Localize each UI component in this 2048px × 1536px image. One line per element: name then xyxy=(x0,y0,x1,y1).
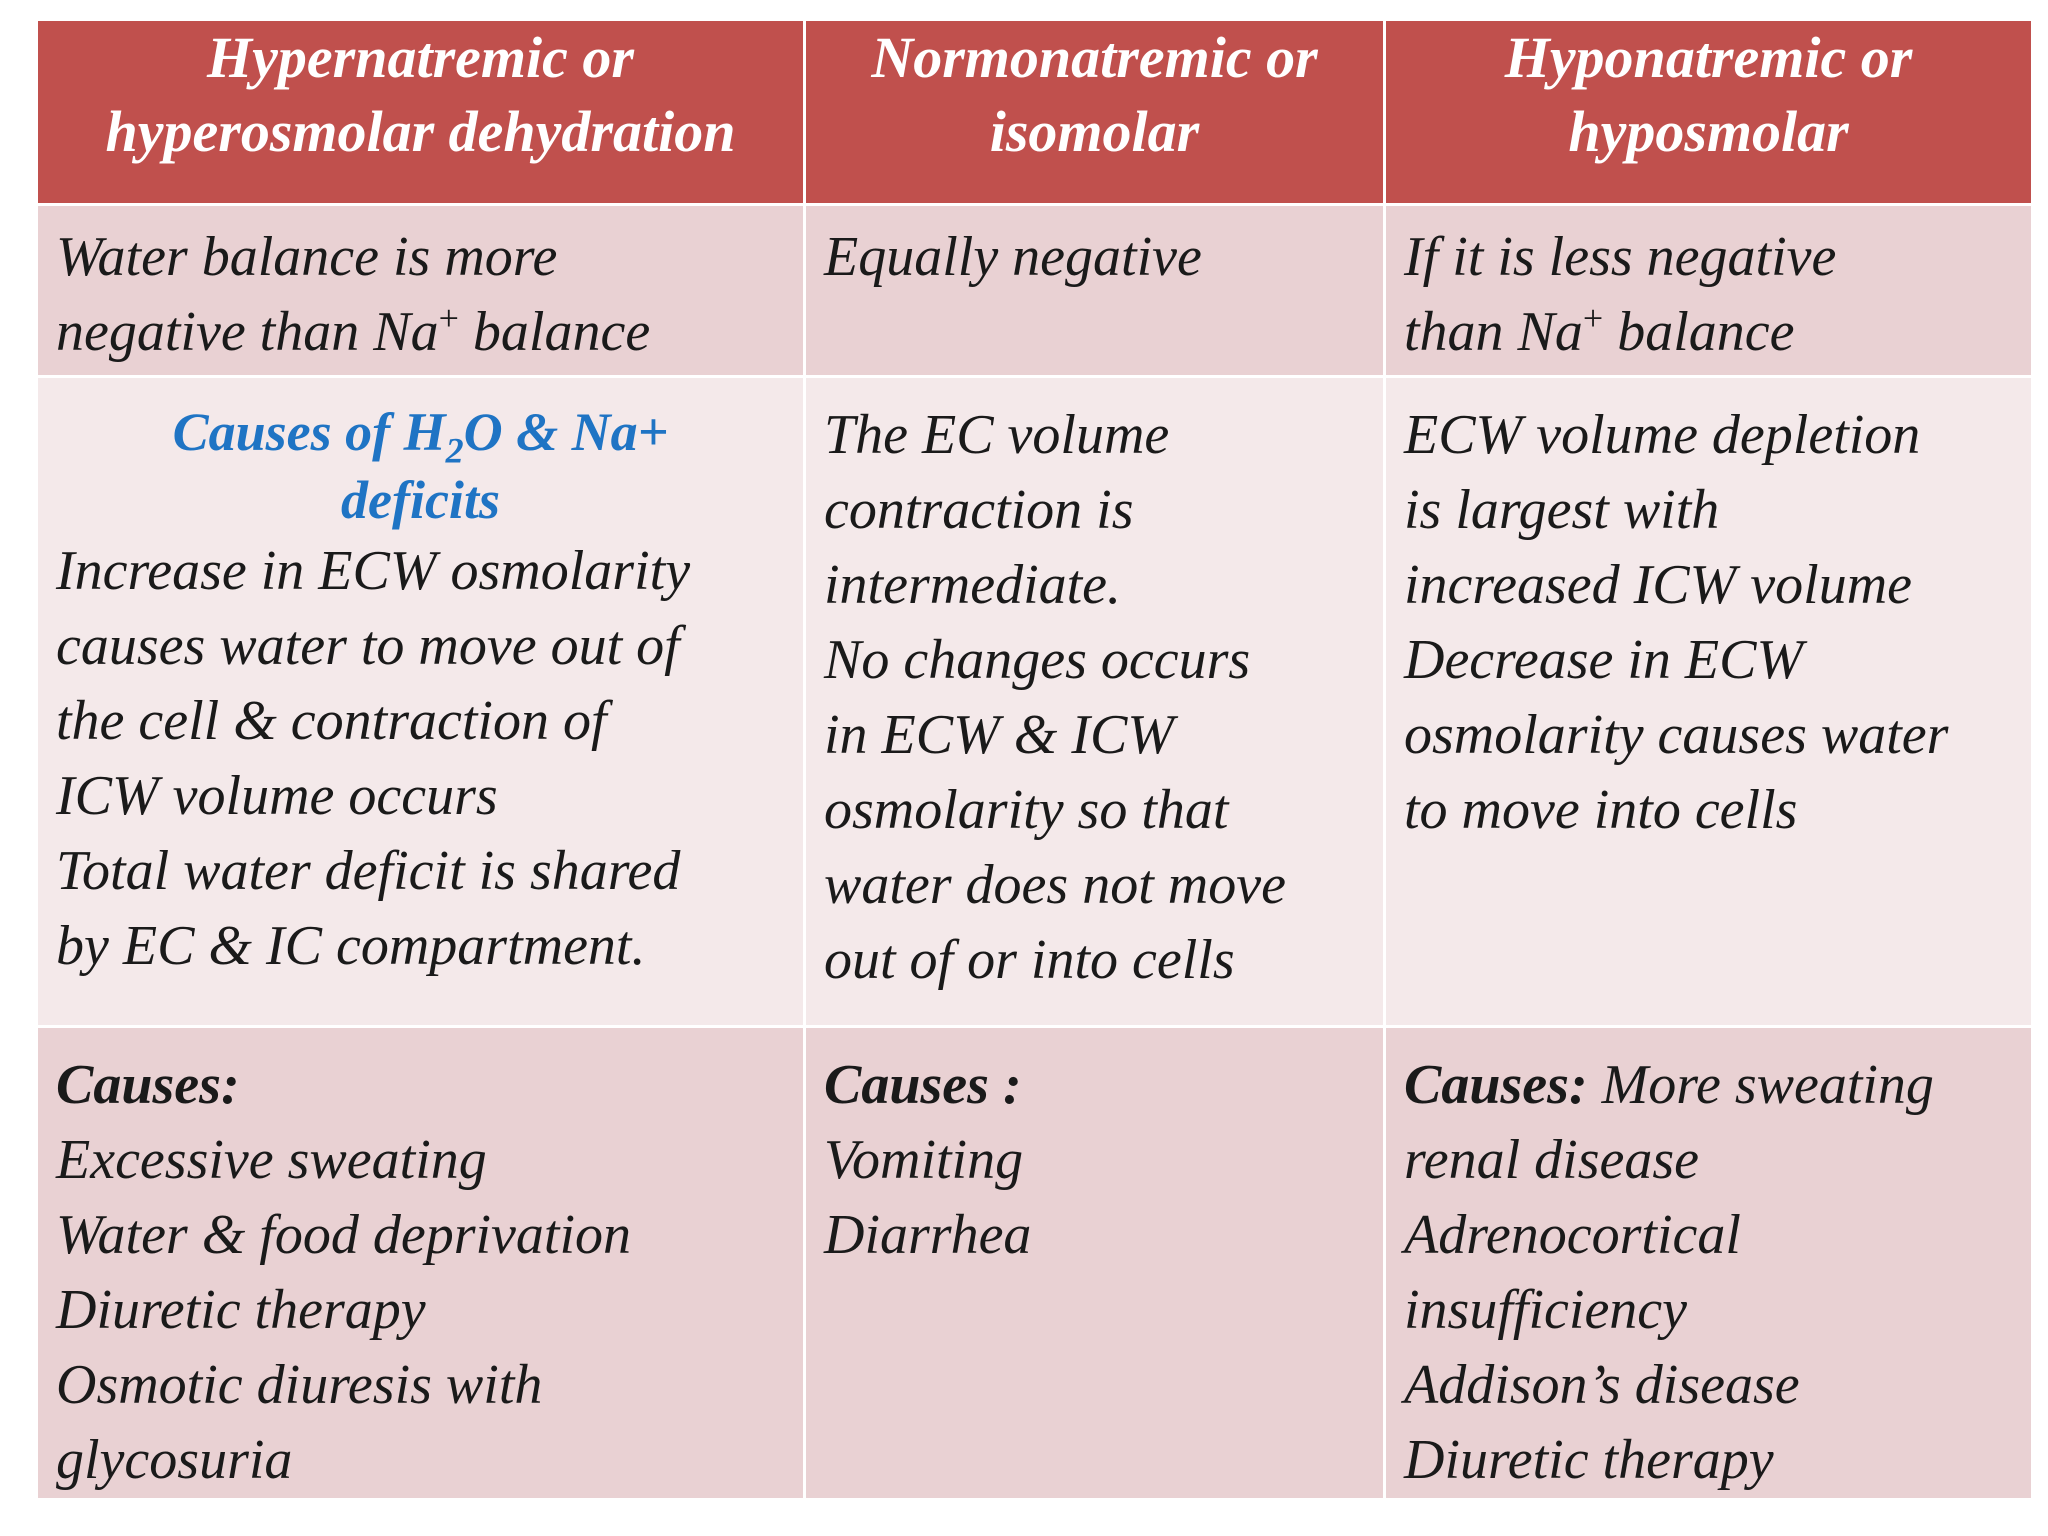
text-line: intermediate. xyxy=(824,554,1122,616)
text-line: insufficiency xyxy=(1404,1279,1688,1341)
header-normonatremic xyxy=(805,20,1385,205)
cell-hyper-balance xyxy=(37,205,805,377)
text-line: Diuretic therapy xyxy=(1404,1429,1774,1491)
heading-line xyxy=(56,398,785,471)
header-line: isomolar xyxy=(989,99,1200,164)
text-line: osmolarity causes water xyxy=(1404,704,1949,766)
text-line xyxy=(1404,295,2013,370)
header-line: Hyponatremic or xyxy=(1504,25,1913,90)
superscript-plus: + xyxy=(438,298,459,339)
text-line: Equally negative xyxy=(824,226,1202,288)
text-line: glycosuria xyxy=(56,1429,293,1491)
text-line: Adrenocortical xyxy=(1404,1204,1741,1266)
causes-label: Causes: xyxy=(1404,1054,1588,1116)
text-fragment: Causes of H xyxy=(172,402,446,462)
cell-hypo-mechanism xyxy=(1385,377,2033,1027)
text-line: Diuretic therapy xyxy=(56,1279,426,1341)
text-line: by EC & IC compartment. xyxy=(56,915,646,977)
text-line: Total water deficit is shared xyxy=(56,840,681,902)
text-line: Vomiting xyxy=(824,1129,1024,1191)
causes-deficits-heading xyxy=(56,398,785,534)
subscript-2: 2 xyxy=(445,430,464,471)
text-fragment: O & Na+ xyxy=(463,402,669,462)
water-balance-row xyxy=(37,205,2033,377)
header-line: Hypernatremic or xyxy=(207,25,634,90)
text-line: Excessive sweating xyxy=(56,1129,487,1191)
header-hypernatremic xyxy=(37,20,805,205)
text-fragment: balance xyxy=(1603,301,1795,363)
text-line xyxy=(1404,1048,2013,1123)
text-line: causes water to move out of xyxy=(56,615,680,677)
text-line: in ECW & ICW xyxy=(824,704,1174,766)
cell-hypo-balance xyxy=(1385,205,2033,377)
text-line: If it is less negative xyxy=(1404,226,1837,288)
text-fragment: than Na xyxy=(1404,301,1583,363)
superscript-plus: + xyxy=(1582,298,1604,339)
cell-normo-mechanism xyxy=(805,377,1385,1027)
cell-hyper-mechanism xyxy=(37,377,805,1027)
text-line: to move into cells xyxy=(1404,779,1798,841)
header-line: Normonatremic or xyxy=(871,25,1318,90)
text-line xyxy=(56,1048,785,1123)
cell-normo-balance xyxy=(805,205,1385,377)
text-line: osmolarity so that xyxy=(824,779,1229,841)
header-line: hyposmolar xyxy=(1568,99,1849,164)
text-line: renal disease xyxy=(1404,1129,1699,1191)
cell-hyper-causes xyxy=(37,1027,805,1500)
text-line: Water & food deprivation xyxy=(56,1204,632,1266)
text-line: ICW volume occurs xyxy=(56,765,498,827)
header-row xyxy=(37,20,2033,205)
causes-row xyxy=(37,1027,2033,1500)
text-line xyxy=(56,295,785,370)
cell-normo-causes xyxy=(805,1027,1385,1500)
dehydration-types-table xyxy=(35,18,2034,1501)
text-line: Water balance is more xyxy=(56,226,558,288)
text-line: is largest with xyxy=(1404,479,1720,541)
text-line: Diarrhea xyxy=(824,1204,1032,1266)
text-line: The EC volume xyxy=(824,404,1170,466)
causes-label: Causes : xyxy=(824,1054,1022,1116)
text-line: No changes occurs xyxy=(824,629,1251,691)
text-line xyxy=(824,1048,1365,1123)
text-fragment: balance xyxy=(458,301,651,363)
header-line: hyperosmolar dehydration xyxy=(105,99,736,164)
mechanism-row xyxy=(37,377,2033,1027)
text-fragment: More sweating xyxy=(1587,1054,1934,1116)
text-line: out of or into cells xyxy=(824,929,1235,991)
text-line: Addison’s disease xyxy=(1404,1354,1800,1416)
heading-line: deficits xyxy=(341,470,500,530)
text-line: the cell & contraction of xyxy=(56,690,607,752)
text-line: water does not move xyxy=(824,854,1286,916)
cell-hypo-causes xyxy=(1385,1027,2033,1500)
causes-label: Causes: xyxy=(56,1054,240,1116)
text-line: Decrease in ECW xyxy=(1404,629,1804,691)
text-line: Osmotic diuresis with xyxy=(56,1354,543,1416)
text-line: Increase in ECW osmolarity xyxy=(56,540,691,602)
header-hyponatremic xyxy=(1385,20,2033,205)
text-line: ECW volume depletion xyxy=(1404,404,1921,466)
text-fragment: negative than Na xyxy=(56,301,439,363)
text-line: contraction is xyxy=(824,479,1134,541)
text-line: increased ICW volume xyxy=(1404,554,1912,616)
